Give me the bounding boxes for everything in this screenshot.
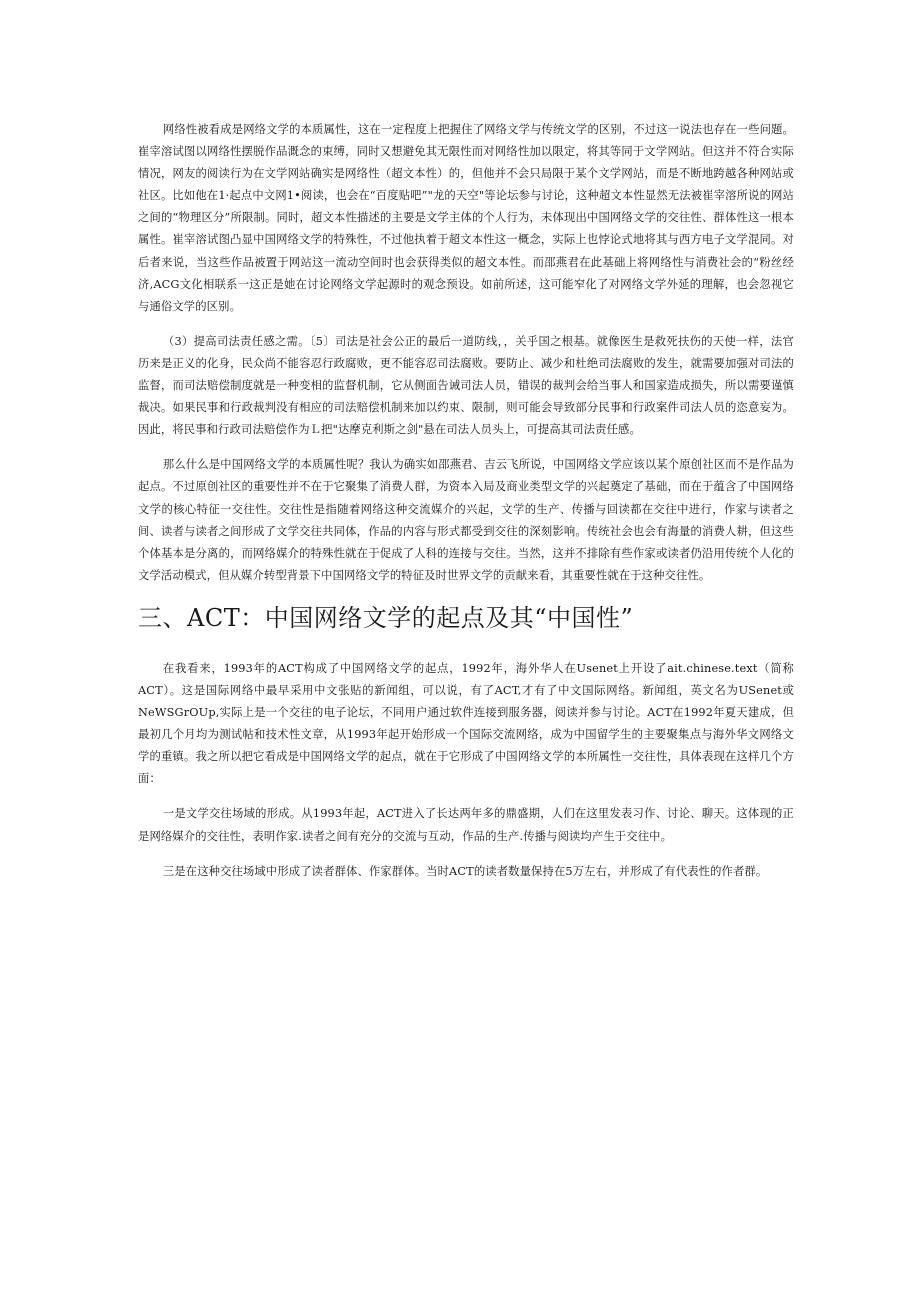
document-body	[138, 119, 794, 896]
paragraph-exchange-field: 一是文学交往场域的形成。从1993年起，ACT进入了长达两年多的鼎盛期，人们在这里发表习作、讨论、聊天。这体现的正是网络媒介的交往性，表明作家.读者之间有充分的交流与互动，作品的生产.传播与阅读均产生于交往中。	[138, 807, 794, 843]
paragraph-act-origin: 在我看来，1993年的ACT构成了中国网络文学的起点，1992年，海外华人在Usenet上开设了ait.chinese.text（简称ACT）。这是国际网络中最早采用中文张贴的新闻组，可以说，有了ACT,才有了中文国际网络。新闻组，英文名为USenet或NeWSGrOUp,实际上是一个交往的电子论坛，不同用户通过软件连接到服务器，阅读并参与讨论。ACT在1992年夏天建成，但最初几个月均为测试帖和技术性文章，从1993年起开始形成一个国际交流网络，成为中国留学生的主要聚集点与海外华文网络文学的重镇。我之所以把它看成是中国网络文学的起点，就在于它形成了中国网络文学的本所属性一交往性，具体表现在这样几个方面：	[138, 661, 794, 786]
paragraph-network-nature: 网络性被看成是网络文学的本质属性，这在一定程度上把握住了网络文学与传统文学的区别，不过这一说法也存在一些问题。崔宰溶试图以网络性摆脱作品溉念的束缚，同时又想避免其无限性而对网络性加以限定，将其等同于文学网站。但这并不符合实际情况，网友的阅读行为在文学网站确实是网络性（超文本性）的，但他并不会只局限于某个文学网站，而是不断地跨越各种网站或社区。比如他在1·起点中文网1•阅读，也会在“百度贴吧”"龙的天空"等论坛参与讨论，这种超文本性显然无法被崔宰溶所说的网站之间的“物理区分”所限制。同时，超文本性描述的主要是文学主体的个人行为，未体现出中国网络文学的交往性、群体性这一根本属性。崔宰溶试图凸显中国网络文学的特殊性，不过他执着于超文本性这一概念，实际上也悖论式地将其与西方电子文学混同。对后者来说，当这些作品被置于网站这一流动空间时也会获得类似的超文本性。而邵燕君在此基础上将网络性与消费社会的“粉丝经济,ACG文化相联系一这正是她在讨论网络文学起源时的观念预设。如前所述，这可能窄化了对网络文学外延的理解，也会忽视它与通俗文学的区别。	[138, 123, 794, 313]
section-heading-act: 三、ACT：中国网络文学的起点及其“中国性”	[138, 603, 634, 632]
paragraph-judicial-responsibility: （3）提高司法责任感之需。〔5〕司法是社会公正的最后一道防线，，关乎国之根基。就像医生是救死扶伤的天使一样，法官历来是正义的化身，民众尚不能容忍行政腐败，更不能容忍司法腐败。要防止、减少和杜绝司法腐败的发生，就需要加强对司法的监督，而司法赔偿制度就是一种变相的监督机制，它从侧面告诫司法人员，错误的裁判会给当事人和国家造成损失，所以需要谨慎裁决。如果民事和行政裁判没有相应的司法赔偿机制来加以约束、限制，则可能会导致部分民事和行政案件司法人员的恣意妄为。因此，将民事和行政司法赔偿作为Ｌ把"达摩克利斯之剑"悬在司法人员头上，可提高其司法责任感。	[138, 334, 794, 437]
paragraph-essential-attribute: 那么什么是中国网络文学的本质属性呢？我认为确实如邵燕君、吉云飞所说，中国网络文学应该以某个原创社区而不是作品为起点。不过原创社区的重要性并不在于它聚集了消费人群，为资本入局及商业类型文学的兴起奠定了基础，而在于蕴含了中国网络文学的核心特征一交往性。交往性是指随着网络这种交流媒介的兴起，文学的生产、传播与回读都在交往中进行，作家与读者之间、读者与读者之间形成了文学交往共同体，作品的内容与形式都受到交往的深刻影响。传统社会也会有海量的消费人耕，但这些个体基本是分离的，而网络媒介的特殊性就在于促成了人科的连接与交往。当然，这并不排除有些作家或读者仍沿用传统个人化的文学活动模式，但从媒介转型背景下中国网络文学的特征及时世界文学的贡献来看，其重要性就在于这种交往性。	[138, 458, 794, 582]
paragraph-reader-groups: 三是在这种交往场域中形成了读者群体、作家群体。当时ACT的读者数量保持在5万左右，并形成了有代表性的作者群。	[162, 864, 768, 878]
